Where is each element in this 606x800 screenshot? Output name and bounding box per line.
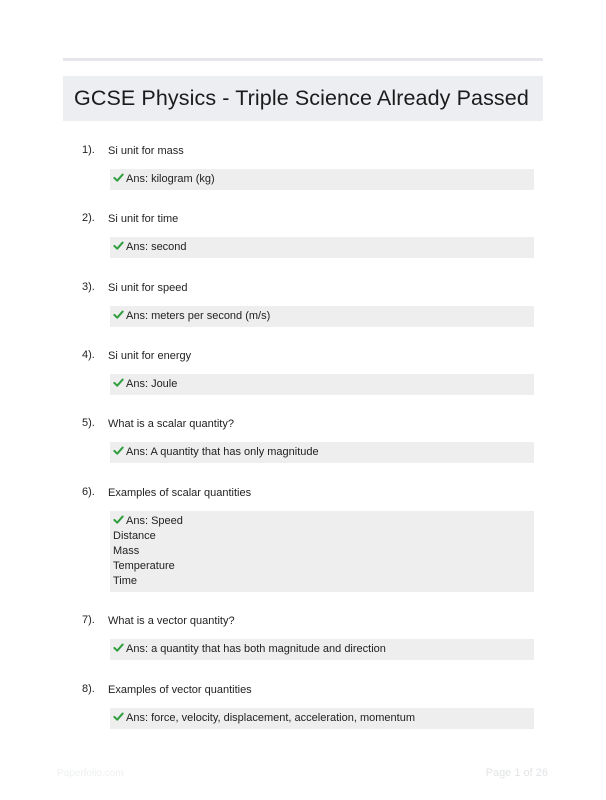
checkmark-icon: [113, 309, 124, 320]
question-number: 6).: [82, 486, 95, 498]
checkmark-icon: [113, 172, 124, 183]
answer-line: [113, 309, 534, 324]
answer-line: [113, 544, 534, 559]
checkmark-icon: [113, 642, 124, 653]
question-text: Si unit for time: [108, 213, 179, 225]
answer-line: [113, 377, 534, 392]
page-indicator: Page 1 of 26: [485, 767, 548, 779]
checkmark-icon: [113, 711, 124, 722]
question-text: Si unit for speed: [108, 282, 188, 294]
answer-line: [113, 574, 534, 589]
answer-text: Distance: [113, 530, 156, 542]
answer-text: Ans: A quantity that has only magnitude: [126, 446, 319, 458]
answer-text: Ans: force, velocity, displacement, acceleration, momentum: [126, 712, 415, 724]
answer-line: [113, 445, 534, 460]
answer-box: [110, 442, 534, 463]
question-number: 7).: [82, 614, 95, 626]
checkmark-icon: [113, 377, 124, 388]
answer-box: [110, 374, 534, 395]
answer-text: Ans: second: [126, 241, 187, 253]
question-number: 1).: [82, 144, 95, 156]
watermark-text: Paperfolio.com: [57, 768, 124, 779]
answer-box: [110, 639, 534, 660]
answer-text: Ans: a quantity that has both magnitude and direction: [126, 643, 386, 655]
answer-text: Mass: [113, 545, 140, 557]
question-number: 2).: [82, 212, 95, 224]
question-text: What is a scalar quantity?: [108, 418, 234, 430]
answer-box: [110, 306, 534, 327]
answer-line: [113, 559, 534, 574]
question-text: What is a vector quantity?: [108, 615, 235, 627]
answer-line: [113, 711, 534, 726]
page-title: GCSE Physics - Triple Science Already Passed: [74, 86, 529, 110]
answer-box: [110, 237, 534, 258]
answer-box: [110, 511, 534, 592]
question-text: Si unit for mass: [108, 145, 184, 157]
answer-text: Ans: Speed: [126, 515, 183, 527]
question-number: 3).: [82, 281, 95, 293]
answer-box: [110, 708, 534, 729]
question-text: Si unit for energy: [108, 350, 192, 362]
answer-text: Ans: Joule: [126, 378, 178, 390]
question-text: Examples of scalar quantities: [108, 487, 252, 499]
answer-line: [113, 514, 534, 529]
answer-line: [113, 529, 534, 544]
question-number: 5).: [82, 417, 95, 429]
answer-line: [113, 172, 534, 187]
question-number: 8).: [82, 683, 95, 695]
question-text: Examples of vector quantities: [108, 684, 252, 696]
checkmark-icon: [113, 514, 124, 525]
answer-text: Time: [113, 575, 138, 587]
top-divider: [63, 58, 543, 61]
answer-line: [113, 240, 534, 255]
checkmark-icon: [113, 240, 124, 251]
answer-line: [113, 642, 534, 657]
answer-box: [110, 169, 534, 190]
answer-text: Ans: meters per second (m/s): [126, 310, 271, 322]
question-number: 4).: [82, 349, 95, 361]
checkmark-icon: [113, 445, 124, 456]
title-banner: [63, 76, 543, 121]
answer-text: Ans: kilogram (kg): [126, 173, 215, 185]
answer-text: Temperature: [113, 560, 175, 572]
